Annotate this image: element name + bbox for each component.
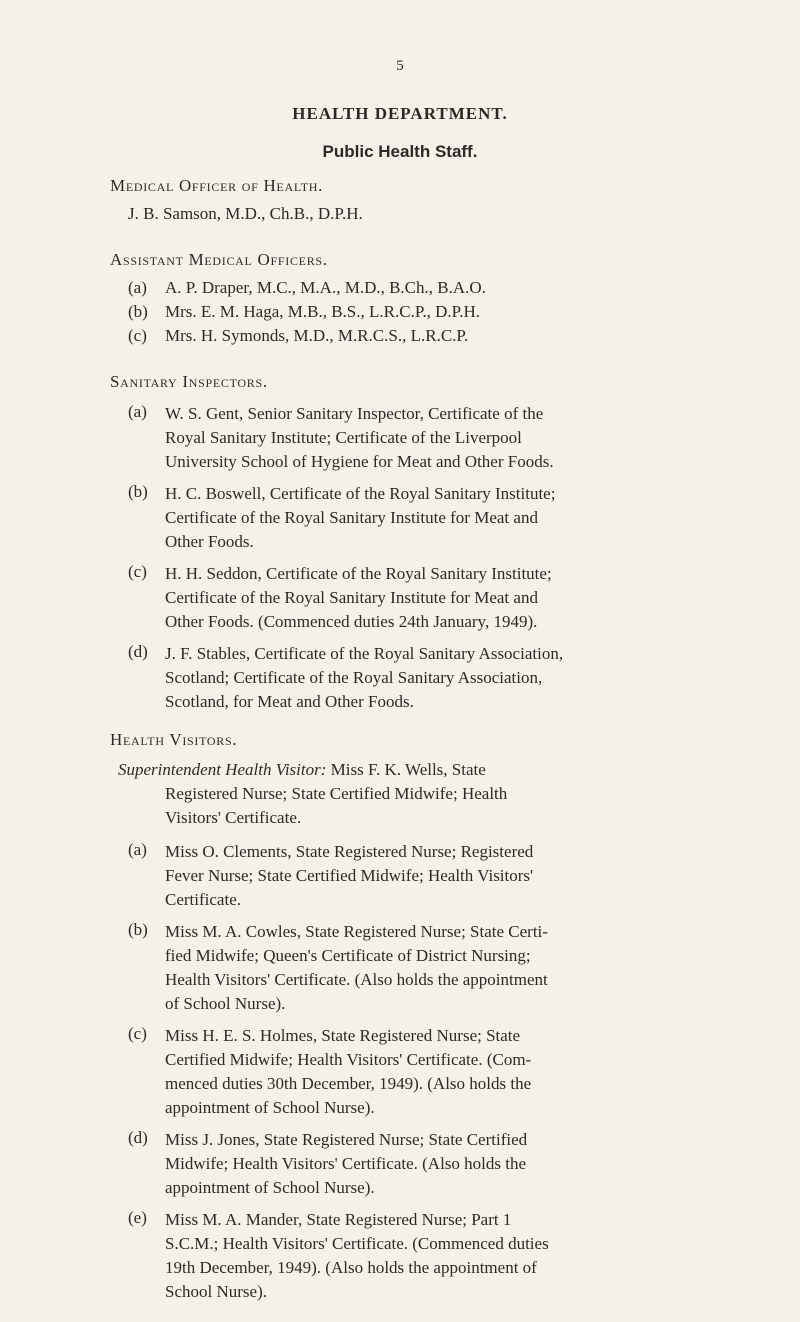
item-label: (c)	[128, 1024, 147, 1043]
page-subtitle: Public Health Staff.	[322, 142, 478, 161]
item-label: (a)	[128, 840, 147, 859]
medical-officer-name: J. B. Samson, M.D., Ch.B., D.P.H.	[128, 204, 363, 223]
item-line: appointment of School Nurse).	[165, 1098, 375, 1117]
item-line: Midwife; Health Visitors' Certificate. (Also holds the	[165, 1154, 527, 1173]
item-label: (b)	[128, 482, 148, 501]
item-label: (b)	[128, 302, 148, 321]
item-line: fied Midwife; Queen's Certificate of District Nursing;	[165, 946, 531, 965]
section-title-sanitary-inspectors: Sanitary Inspectors.	[110, 372, 268, 391]
item-label: (c)	[128, 562, 147, 581]
item-label: (b)	[128, 920, 148, 939]
item-line: School Nurse).	[165, 1282, 267, 1301]
item-line: Scotland; Certificate of the Royal Sanitary Association,	[165, 668, 543, 687]
section-title-medical-officer: Medical Officer of Health.	[110, 176, 324, 195]
item-line: Miss O. Clements, State Registered Nurse; Registered	[165, 842, 534, 861]
item-line: Other Foods.	[165, 532, 254, 551]
item-label: (a)	[128, 278, 147, 297]
item-line: Fever Nurse; State Certified Midwife; Health Visitors'	[165, 866, 534, 885]
section-title-assistant-medical-officers: Assistant Medical Officers.	[110, 250, 328, 269]
item-line: H. H. Seddon, Certificate of the Royal Sanitary Institute;	[165, 564, 552, 583]
item-line: H. C. Boswell, Certificate of the Royal Sanitary Institute;	[165, 484, 556, 503]
item-line: Certificate.	[165, 890, 241, 909]
item-label: (c)	[128, 326, 147, 345]
item-line: W. S. Gent, Senior Sanitary Inspector, Certificate of the	[165, 404, 544, 423]
item-label: (a)	[128, 402, 147, 421]
item-line: appointment of School Nurse).	[165, 1178, 375, 1197]
item-line: Miss M. A. Cowles, State Registered Nurse; State Certi-	[165, 922, 548, 941]
item-text: Mrs. E. M. Haga, M.B., B.S., L.R.C.P., D.P.H.	[165, 302, 481, 321]
item-line: University School of Hygiene for Meat and Other Foods.	[165, 452, 554, 471]
item-label: (d)	[128, 642, 148, 661]
item-line: Certified Midwife; Health Visitors' Certificate. (Com-	[165, 1050, 532, 1069]
item-line: Visitors' Certificate.	[165, 808, 302, 827]
superintendent-text: Miss F. K. Wells, State	[326, 760, 486, 779]
item-line: Scotland, for Meat and Other Foods.	[165, 692, 414, 711]
item-line: Other Foods. (Commenced duties 24th January, 1949).	[165, 612, 538, 631]
item-line: J. F. Stables, Certificate of the Royal Sanitary Association,	[165, 644, 564, 663]
item-line: Miss H. E. S. Holmes, State Registered Nurse; State	[165, 1026, 521, 1045]
item-line: Registered Nurse; State Certified Midwife; Health	[165, 784, 508, 803]
item-line: Royal Sanitary Institute; Certificate of the Liverpool	[165, 428, 522, 447]
item-line: Certificate of the Royal Sanitary Institute for Meat and	[165, 588, 538, 607]
superintendent-label: Superintendent Health Visitor:	[118, 760, 327, 779]
item-line: menced duties 30th December, 1949). (Also holds the	[165, 1074, 532, 1093]
superintendent-entry	[118, 758, 730, 830]
item-line: of School Nurse).	[165, 994, 286, 1013]
item-text: Mrs. H. Symonds, M.D., M.R.C.S., L.R.C.P.	[165, 326, 469, 345]
page-number: 5	[396, 58, 404, 74]
item-line: Miss M. A. Mander, State Registered Nurse; Part 1	[165, 1210, 512, 1229]
item-label: (d)	[128, 1128, 148, 1147]
page-title: HEALTH DEPARTMENT.	[292, 104, 508, 123]
item-line: 19th December, 1949). (Also holds the appointment of	[165, 1258, 537, 1277]
item-line: Health Visitors' Certificate. (Also holds the appointment	[165, 970, 548, 989]
item-line: Certificate of the Royal Sanitary Institute for Meat and	[165, 508, 538, 527]
item-text: A. P. Draper, M.C., M.A., M.D., B.Ch., B.A.O.	[165, 278, 486, 297]
item-line: S.C.M.; Health Visitors' Certificate. (Commenced duties	[165, 1234, 549, 1253]
section-title-health-visitors: Health Visitors.	[110, 730, 238, 749]
item-label: (e)	[128, 1208, 147, 1227]
item-line: Miss J. Jones, State Registered Nurse; State Certified	[165, 1130, 528, 1149]
